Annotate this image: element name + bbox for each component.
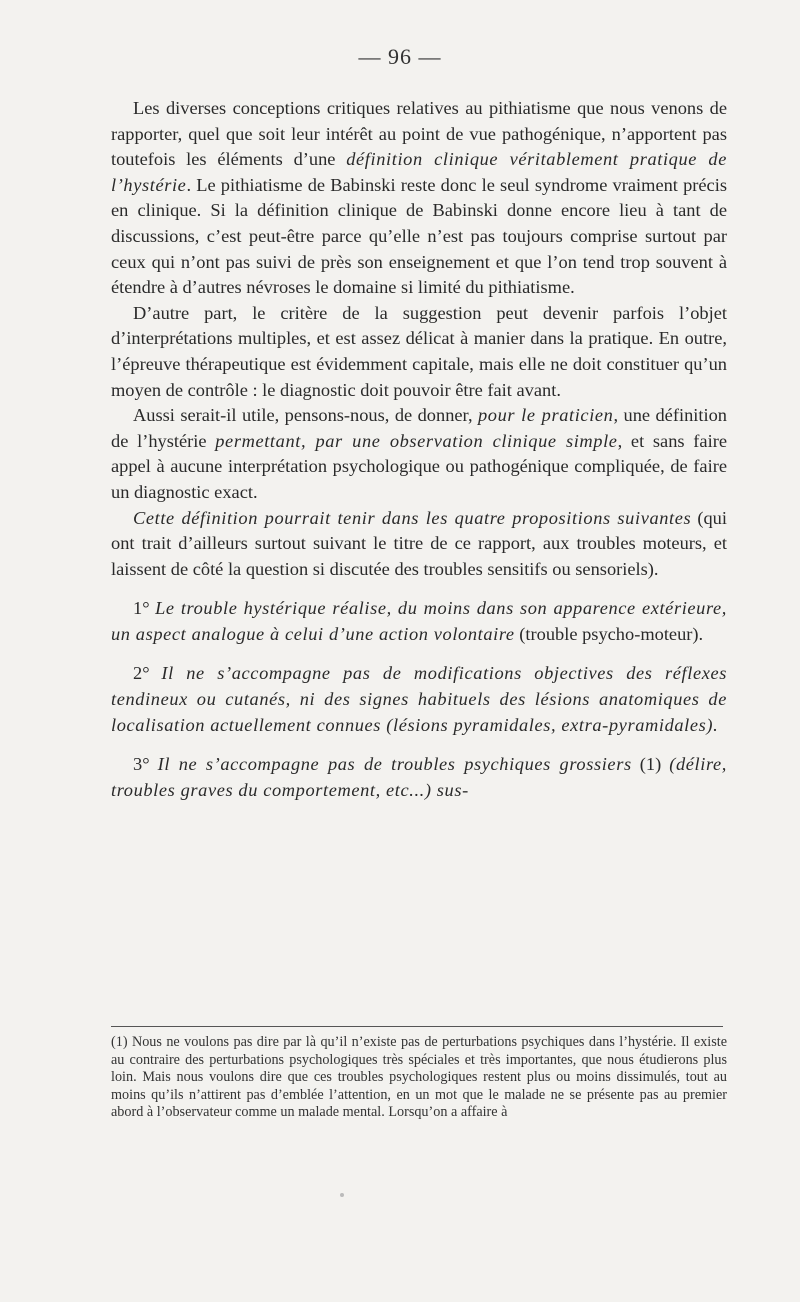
text-run: 2° <box>133 663 162 684</box>
text-run: Les diverses conceptions critiques relatives au pithiatisme que nous venons de rapporter, quel que soit leur intérêt au point de vue pathogénique, n’apportent pas toutefois les éléments d’une <box>111 98 727 170</box>
body-paragraph <box>111 506 727 583</box>
italic-text: pour le praticien <box>477 405 614 426</box>
italic-text: définition clinique véritablement pratique de l’hystérie <box>111 149 727 195</box>
body-paragraph <box>111 403 727 505</box>
text-run: . Le pithiatisme de Babinski reste donc le seul syndrome vraiment précis en clinique. Si la définition clinique de Babinski donne encore lieu à tant de discussions, c’est peut-être parce qu’elle n’est pas toujours comprise surtout par ceux qui n’ont pas suivi de près son enseignement et que l’on tend trop souvent à étendre à d’autres névroses le domaine si limité du pithiatisme. <box>111 174 727 298</box>
text-run: , et sans faire appel à aucune interprétation psychologique ou pathogénique compliquée, de faire un diagnostic exact. <box>111 430 727 502</box>
italic-text: (délire, troubles graves du comportement, etc...) sus- <box>111 754 728 800</box>
text-run: , une définition de l’hystérie <box>111 405 727 451</box>
italic-text: Il ne s’accompagne pas de modifications objectives des réflexes tendineux ou cutanés, ni des signes habituels des lésions anatomiques de localisation actuellement connues (lésions pyramidales, extra-pyramidales). <box>111 663 727 735</box>
text-run: 3° <box>133 754 158 775</box>
body-paragraph <box>111 301 727 403</box>
proposition-paragraph <box>111 596 727 647</box>
page-number: — 96 — <box>358 44 442 69</box>
text-run: D’autre part, le critère de la suggestion peut devenir parfois l’objet d’interprétations multiples, et est assez délicat à manier dans la pratique. En outre, l’épreuve thérapeutique est évidemment capitale, mais elle ne doit constituer qu’un moyen de contrôle : le diagnostic doit pouvoir être fait avant. <box>111 302 727 400</box>
paper-speck <box>340 1193 344 1197</box>
italic-text: Le trouble hystérique réalise, du moins dans son apparence extérieure, un aspect analogue à celui d’une action volontaire <box>111 598 727 644</box>
footnote-text: (1) Nous ne voulons pas dire par là qu’il n’existe pas de perturbations psychiques dans l’hystérie. Il existe au contraire des perturbations psychologiques très spéciales et très importantes, que nous étudierons plus loin. Mais nous voulons dire que ces troubles psychologiques restent plus ou moins dissimulés, tout au moins qu’ils n’attirent pas d’emblée l’attention, en un mot que le malade ne se présente pas au premier abord à l’observateur comme un malade mental. Lorsqu’on a affaire à <box>111 1034 727 1121</box>
italic-text: Il ne s’accompagne pas de troubles psychiques grossiers <box>157 754 632 775</box>
proposition-paragraph <box>111 752 727 803</box>
text-run: (qui ont trait d’ailleurs surtout suivant le titre de ce rapport, aux troubles moteurs, et laissent de côté la question si discutée des troubles sensitifs ou sensoriels). <box>111 507 727 579</box>
text-run: 1° <box>133 598 156 619</box>
italic-text: permettant, par une observation clinique simple <box>215 430 618 451</box>
proposition-paragraph <box>111 661 727 738</box>
italic-text: Cette définition pourrait tenir dans les quatre propositions suivantes <box>133 507 692 528</box>
main-text <box>111 96 727 803</box>
body-paragraph <box>111 96 727 301</box>
text-run: (trouble psycho-moteur). <box>514 623 704 644</box>
footnote-divider <box>111 1026 723 1027</box>
text-run: (1) <box>631 754 670 775</box>
footnote <box>111 1034 727 1122</box>
text-run: Aussi serait-il utile, pensons-nous, de donner, <box>133 405 478 426</box>
